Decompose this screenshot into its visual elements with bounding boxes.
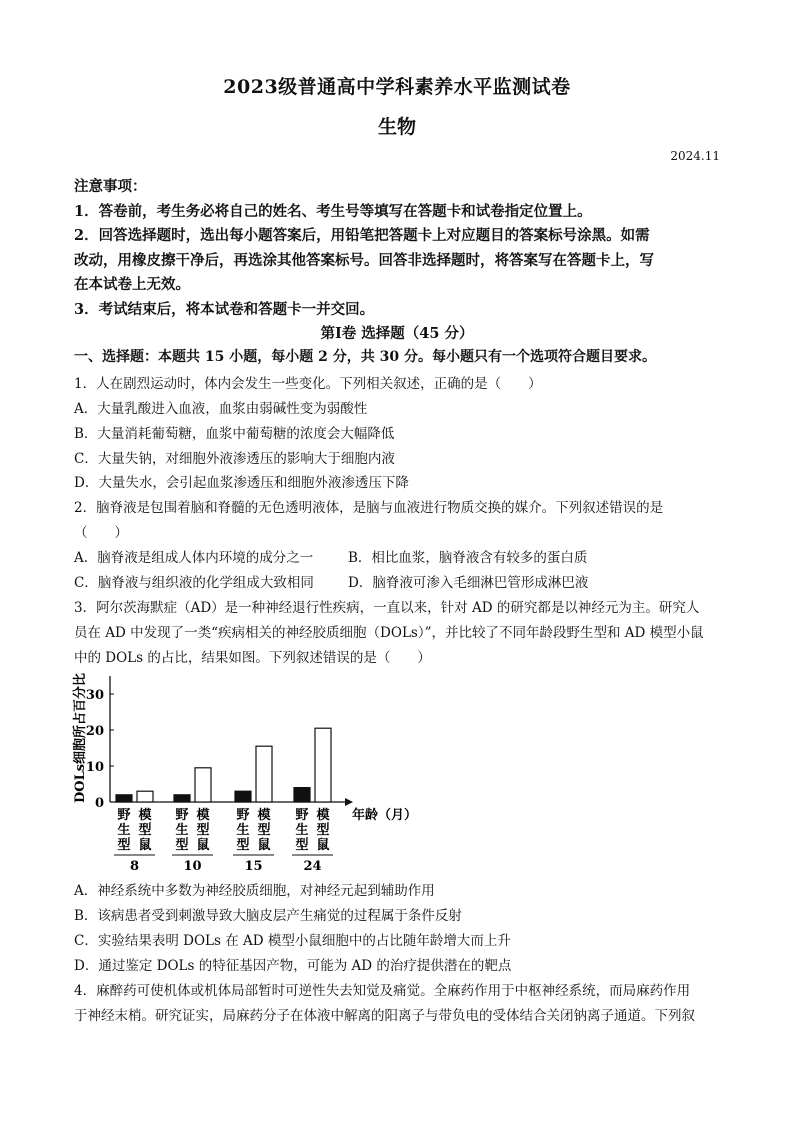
chart-bar [137, 791, 153, 802]
chart-group-label-char: 型 [295, 838, 309, 853]
chart-bar [195, 768, 211, 802]
chart-category-label: 15 [244, 859, 263, 873]
chart-group-label-char: 型 [196, 823, 210, 838]
chart-group-label-char: 型 [316, 823, 330, 838]
chart-group-label-char: 野 [175, 808, 189, 823]
q4-stem-line-2: 于神经末梢。研究证实，局麻药分子在体液中解离的阳离子与带负电的受体结合关闭钠离子通道。下列叙 [74, 1008, 695, 1024]
q3-option-a: A．神经系统中多数为神经胶质细胞，对神经元起到辅助作用 [74, 883, 435, 899]
q3-option-b: B．该病患者受到刺激导致大脑皮层产生痛觉的过程属于条件反射 [74, 908, 462, 924]
notice-item-2c: 在本试卷上无效。 [74, 276, 190, 293]
q3-stem-line-2: 员在 AD 中发现了一类“疾病相关的神经胶质细胞（DOLs）”，并比较了不同年龄段野生型和 AD 模型小鼠 [74, 625, 704, 641]
chart-group-label-char: 生 [295, 823, 309, 838]
q2-stem: 2．脑脊液是包围着脑和脊髓的无色透明液体，是脑与血液进行物质交换的媒介。下列叙述错误的是 [74, 500, 664, 516]
chart-group-label-char: 生 [236, 823, 250, 838]
chart-bar [256, 746, 272, 802]
q1-option-b: B．大量消耗葡萄糖，血浆中葡萄糖的浓度会大幅降低 [74, 426, 395, 442]
exam-subject: 生物 [377, 116, 416, 138]
chart-group-label-char: 型 [175, 838, 189, 853]
chart-bar [315, 728, 331, 802]
chart-category-label: 8 [129, 859, 140, 873]
q1-stem: 1．人在剧烈运动时，体内会发生一些变化。下列相关叙述，正确的是（ ） [74, 376, 542, 392]
notice-heading: 注意事项： [74, 178, 147, 195]
chart-y-tick-label: 0 [94, 796, 104, 811]
chart-category-label: 24 [303, 859, 322, 873]
section-instructions: 一、选择题：本题共 15 小题，每小题 2 分，共 30 分。每小题只有一个选项符合题目要求。 [74, 349, 656, 365]
q1-option-a: A．大量乳酸进入血液，血浆由弱碱性变为弱酸性 [74, 401, 368, 417]
chart-bar [294, 788, 310, 802]
q3-option-c: C．实验结果表明 DOLs 在 AD 模型小鼠细胞中的占比随年龄增大而上升 [74, 933, 511, 949]
notice-item-2b: 改动，用橡皮擦干净后，再选涂其他答案标号。回答非选择题时，将答案写在答题卡上，写 [74, 252, 654, 269]
chart-group-label-char: 野 [295, 808, 309, 823]
chart-group-label-char: 鼠 [316, 838, 330, 853]
q2-option-d: D．脑脊液可渗入毛细淋巴管形成淋巴液 [348, 575, 589, 591]
chart-group-label-char: 型 [236, 838, 250, 853]
chart-bar [235, 791, 251, 802]
q3-option-d: D．通过鉴定 DOLs 的特征基因产物，可能为 AD 的治疗提供潜在的靶点 [74, 958, 512, 974]
notice-item-1: 1．答卷前，考生务必将自己的姓名、考生号等填写在答题卡和试卷指定位置上。 [74, 203, 592, 220]
q2-option-b: B．相比血浆，脑脊液含有较多的蛋白质 [348, 550, 588, 566]
chart-xlabel: 年龄（月） [352, 808, 418, 823]
part1-heading: 第Ⅰ卷 选择题（45 分） [320, 325, 474, 342]
chart-group-label-char: 鼠 [196, 838, 210, 853]
exam-date: 2024.11 [670, 149, 720, 163]
exam-title: 2023级普通高中学科素养水平监测试卷 [223, 76, 571, 98]
chart-group-label-char: 鼠 [257, 838, 271, 853]
chart-bar [174, 795, 190, 802]
chart-y-tick-label: 30 [85, 688, 104, 703]
chart-category-label: 10 [183, 859, 202, 873]
chart-group-label-char: 鼠 [138, 838, 152, 853]
chart-y-tick-label: 20 [85, 724, 104, 739]
notice-item-3: 3．考试结束后，将本试卷和答题卡一并交回。 [74, 301, 375, 318]
chart-group-label-char: 模 [257, 808, 271, 823]
q2-option-c: C．脑脊液与组织液的化学组成大致相同 [74, 575, 314, 591]
chart-group-label-char: 生 [175, 823, 189, 838]
q1-option-c: C．大量失钠，对细胞外液渗透压的影响大于细胞内液 [74, 451, 395, 467]
q4-stem-line-1: 4．麻醉药可使机体或机体局部暂时可逆性失去知觉及痛觉。全麻药作用于中枢神经系统，而局麻药作用 [74, 983, 691, 999]
chart-group-label-char: 型 [117, 838, 131, 853]
chart-y-tick-label: 10 [85, 760, 104, 775]
dols-bar-chart [70, 668, 420, 873]
chart-group-label-char: 模 [316, 808, 330, 823]
q3-stem-line-3: 中的 DOLs 的占比，结果如图。下列叙述错误的是（ ） [74, 650, 431, 666]
chart-group-label-char: 型 [257, 823, 271, 838]
chart-x-axis-arrow [345, 798, 353, 806]
chart-ylabel: DOLs细胞所占百分比 [73, 672, 88, 804]
q3-stem-line-1: 3．阿尔茨海默症（AD）是一种神经退行性疾病，一直以来，针对 AD 的研究都是以神经元为主。研究人 [74, 600, 700, 616]
q2-stem-bracket: （ ） [74, 525, 128, 541]
notice-item-2: 2．回答选择题时，选出每小题答案后，用铅笔把答题卡上对应题目的答案标号涂黑。如需 [74, 227, 650, 244]
chart-group-label-char: 野 [117, 808, 131, 823]
chart-group-label-char: 模 [138, 808, 152, 823]
q2-option-a: A．脑脊液是组成人体内环境的成分之一 [74, 550, 314, 566]
chart-group-label-char: 野 [236, 808, 250, 823]
chart-bar [116, 795, 132, 802]
chart-group-label-char: 型 [138, 823, 152, 838]
chart-group-label-char: 生 [117, 823, 131, 838]
chart-group-label-char: 模 [196, 808, 210, 823]
q1-option-d: D．大量失水，会引起血浆渗透压和细胞外液渗透压下降 [74, 475, 409, 491]
